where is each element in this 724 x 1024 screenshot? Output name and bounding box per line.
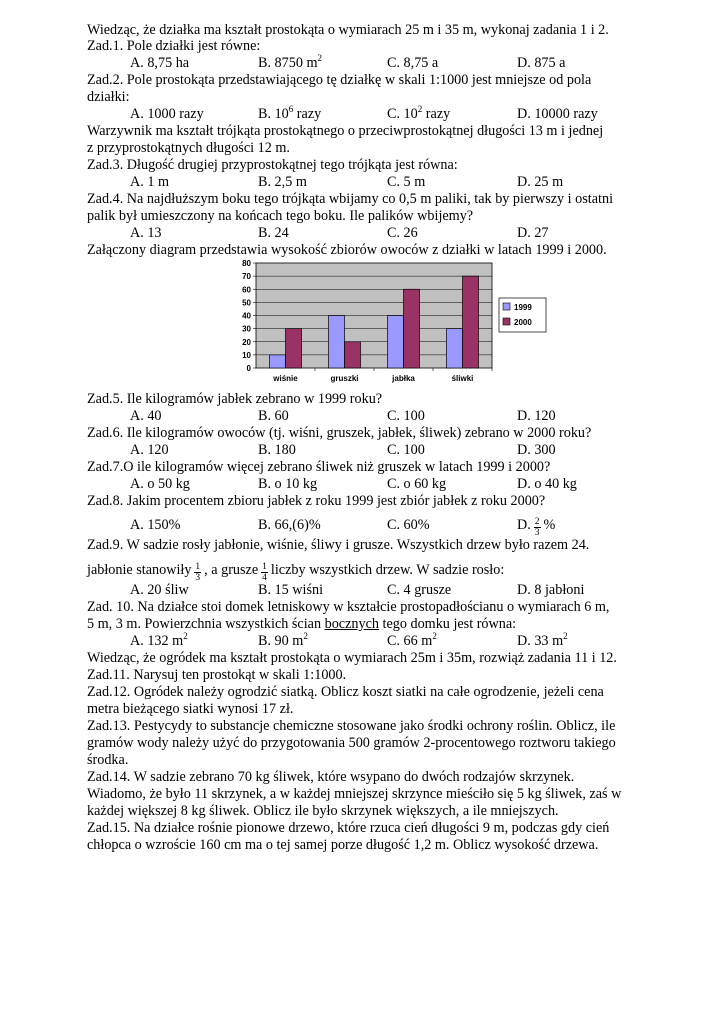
q9-option-d: D. 8 jabłoni [517, 582, 585, 598]
y-tick-label: 30 [242, 324, 251, 334]
q1-option-d: D. 875 a [517, 55, 566, 71]
question-12-line-1: Zad.12. Ogródek należy ogrodzić siatką. Oblicz koszt siatki na całe ogrodzenie, jeżeli cena [87, 684, 604, 700]
q9-option-a: A. 20 śliw [130, 582, 189, 598]
x-tick-label: śliwki [451, 374, 474, 383]
x-tick-label: wiśnie [273, 374, 298, 383]
bar-2000-jabłka [404, 289, 420, 368]
question-15-line-2: chłopca o wzroście 160 cm ma o tej samej porze długość 1,2 m. Oblicz wysokość drzewa. [87, 837, 599, 853]
q3-option-d: D. 25 m [517, 174, 564, 190]
q8-option-b: B. 66,(6)% [258, 517, 321, 533]
y-tick-label: 10 [242, 350, 251, 360]
q4-option-b: B. 24 [258, 225, 289, 241]
question-14-line-1: Zad.14. W sadzie zebrano 70 kg śliwek, które wsypano do dwóch rodzajów skrzynek. [87, 769, 575, 785]
q5-option-b: B. 60 [258, 408, 289, 424]
q6-option-b: B. 180 [258, 442, 296, 458]
question-9-line-2: jabłonie stanowiły $\frac{1}{3}$ , a grusze $\frac{1}{4}$ liczby wszystkich drzew. W sadzie rosło: [87, 562, 505, 583]
question-4-line-1: Zad.4. Na najdłuższym boku tego trójkąta wbijamy co 0,5 m paliki, tak by pierwszy i ostatni [87, 191, 614, 207]
q4-option-a: A. 13 [130, 225, 162, 241]
y-tick-label: 80 [242, 259, 251, 268]
q8-option-a: A. 150% [130, 517, 181, 533]
q3-option-a: A. 1 m [130, 174, 170, 190]
intro-garden-line-1: Warzywnik ma kształt trójkąta prostokątnego o przeciwprostokątnej długości 13 m i jednej [87, 123, 604, 139]
y-tick-label: 60 [242, 285, 251, 295]
question-12-line-2: metra bieżącego siatki wynosi 17 zł. [87, 701, 294, 717]
question-14-line-3: każdej większej 8 kg śliwek. Oblicz ile było skrzynek większych, a ile mniejszych. [87, 803, 559, 819]
q9-option-c: C. 4 grusze [387, 582, 452, 598]
harvest-bar-chart [226, 258, 556, 393]
q6-option-a: A. 120 [130, 442, 169, 458]
x-tick-label: gruszki [330, 374, 359, 383]
q3-option-b: B. 2,5 m [258, 174, 307, 190]
q10-option-d: D. 33 $m^2$ [517, 631, 568, 649]
question-5-text: Zad.5. Ile kilogramów jabłek zebrano w 1999 roku? [87, 391, 383, 407]
q2-option-a: A. 1000 razy [130, 106, 204, 122]
q1-option-c: C. 8,75 a [387, 55, 439, 71]
question-14-line-2: Wiadomo, że było 11 skrzynek, a w każdej mniejszej skrzynce mieściło się 5 kg śliwek, zaś w [87, 786, 622, 802]
question-13-line-1: Zad.13. Pestycydy to substancje chemiczne stosowane jako środki ochrony roślin. Oblicz, ile [87, 718, 616, 734]
question-13-line-2: gramów wody należy użyć do przygotowania 500 gramów 2-procentowego roztworu takiego [87, 735, 616, 751]
y-tick-label: 0 [246, 364, 251, 373]
bar-1999-wiśnie [270, 355, 286, 368]
fraction-one-quarter: $\frac{1}{4}$ [262, 562, 267, 583]
question-4-line-2: palik był umieszczony na końcach tego boku. Ile palików wbijemy? [87, 208, 474, 224]
question-6-text: Zad.6. Ile kilogramów owoców (tj. wiśni, gruszek, jabłek, śliwek) zebrano w 2000 roku? [87, 425, 592, 441]
q8-option-c: C. 60% [387, 517, 430, 533]
question-7-text: Zad.7.O ile kilogramów więcej zebrano śliwek niż gruszek w latach 1999 i 2000? [87, 459, 551, 475]
y-tick-label: 70 [242, 272, 251, 282]
q6-option-c: C. 100 [387, 442, 425, 458]
bar-1999-gruszki [329, 316, 345, 369]
fraction-two-thirds: $\frac{2}{3}$ [534, 517, 540, 538]
question-2-line-2: działki: [87, 89, 130, 105]
q4-option-c: C. 26 [387, 225, 418, 241]
q1-option-a: A. 8,75 ha [130, 55, 190, 71]
q5-option-d: D. 120 [517, 408, 556, 424]
q7-option-d: D. o 40 kg [517, 476, 577, 492]
q5-option-c: C. 100 [387, 408, 425, 424]
bar-1999-śliwki [447, 329, 463, 368]
intro-chart: Załączony diagram przedstawia wysokość zbiorów owoców z działki w latach 1999 i 2000. [87, 242, 607, 258]
question-11-text: Zad.11. Narysuj ten prostokąt w skali 1:1000. [87, 667, 347, 683]
fraction-one-third: $\frac{1}{3}$ [195, 562, 201, 583]
y-tick-label: 40 [242, 311, 251, 321]
q8-option-d: D. $\frac{2}{3}$ % [517, 517, 556, 538]
question-15-line-1: Zad.15. Na działce rośnie pionowe drzewo, które rzuca cień długości 9 m, podczas gdy cień [87, 820, 610, 836]
q1-option-b: B. 8750 $m^2$ [258, 53, 323, 71]
q7-option-b: B. o 10 kg [258, 476, 318, 492]
question-9-line-1: Zad.9. W sadzie rosły jabłonie, wiśnie, śliwy i grusze. Wszystkich drzew było razem 24. [87, 537, 590, 553]
q2-option-d: D. 10000 razy [517, 106, 598, 122]
intro-plot-dimensions: Wiedząc, że działka ma kształt prostokąta o wymiarach 25 m i 35 m, wykonaj zadania 1 i 2. [87, 22, 609, 38]
legend-label-1999: 1999 [514, 303, 532, 312]
question-8-text: Zad.8. Jakim procentem zbioru jabłek z roku 1999 jest zbiór jabłek z roku 2000? [87, 493, 546, 509]
bar-2000-śliwki [463, 276, 479, 368]
x-tick-label: jabłka [392, 374, 415, 383]
q3-option-c: C. 5 m [387, 174, 426, 190]
q6-option-d: D. 300 [517, 442, 556, 458]
q9-option-b: B. 15 wiśni [258, 582, 324, 598]
intro-backyard: Wiedząc, że ogródek ma kształt prostokąta o wymiarach 25m i 35m, rozwiąż zadania 11 i 12. [87, 650, 617, 666]
question-10-line-2: 5 m, 3 m. Powierzchnia wszystkich ścian bocznych tego domku jest równa: [87, 616, 517, 632]
legend-label-2000: 2000 [514, 318, 532, 327]
legend-swatch-1999 [503, 303, 510, 310]
bar-1999-jabłka [388, 316, 404, 369]
q7-option-c: C. o 60 kg [387, 476, 447, 492]
question-1-text: Zad.1. Pole działki jest równe: [87, 38, 261, 54]
q2-option-c: C. $10^2$ razy [387, 104, 451, 122]
q4-option-d: D. 27 [517, 225, 549, 241]
bar-2000-wiśnie [286, 329, 302, 368]
question-2-line-1: Zad.2. Pole prostokąta przedstawiającego tę działkę w skali 1:1000 jest mniejsze od pola [87, 72, 592, 88]
q5-option-a: A. 40 [130, 408, 162, 424]
question-3-text: Zad.3. Długość drugiej przyprostokątnej tego trójkąta jest równa: [87, 157, 458, 173]
question-13-line-3: środka. [87, 752, 129, 768]
q2-option-b: B. $10^6$ razy [258, 104, 322, 122]
q10-option-a: A. 132 $m^2$ [130, 631, 188, 649]
q10-option-b: B. 90 $m^2$ [258, 631, 308, 649]
q7-option-a: A. o 50 kg [130, 476, 190, 492]
legend-swatch-2000 [503, 318, 510, 325]
question-10-line-1: Zad. 10. Na działce stoi domek letniskowy w kształcie prostopadłościanu o wymiarach 6 m, [87, 599, 610, 615]
bar-2000-gruszki [345, 342, 361, 368]
q10-option-c: C. 66 $m^2$ [387, 631, 437, 649]
y-tick-label: 20 [242, 337, 251, 347]
y-tick-label: 50 [242, 298, 251, 308]
intro-garden-line-2: z przyprostokątnych długości 12 m. [87, 140, 290, 156]
